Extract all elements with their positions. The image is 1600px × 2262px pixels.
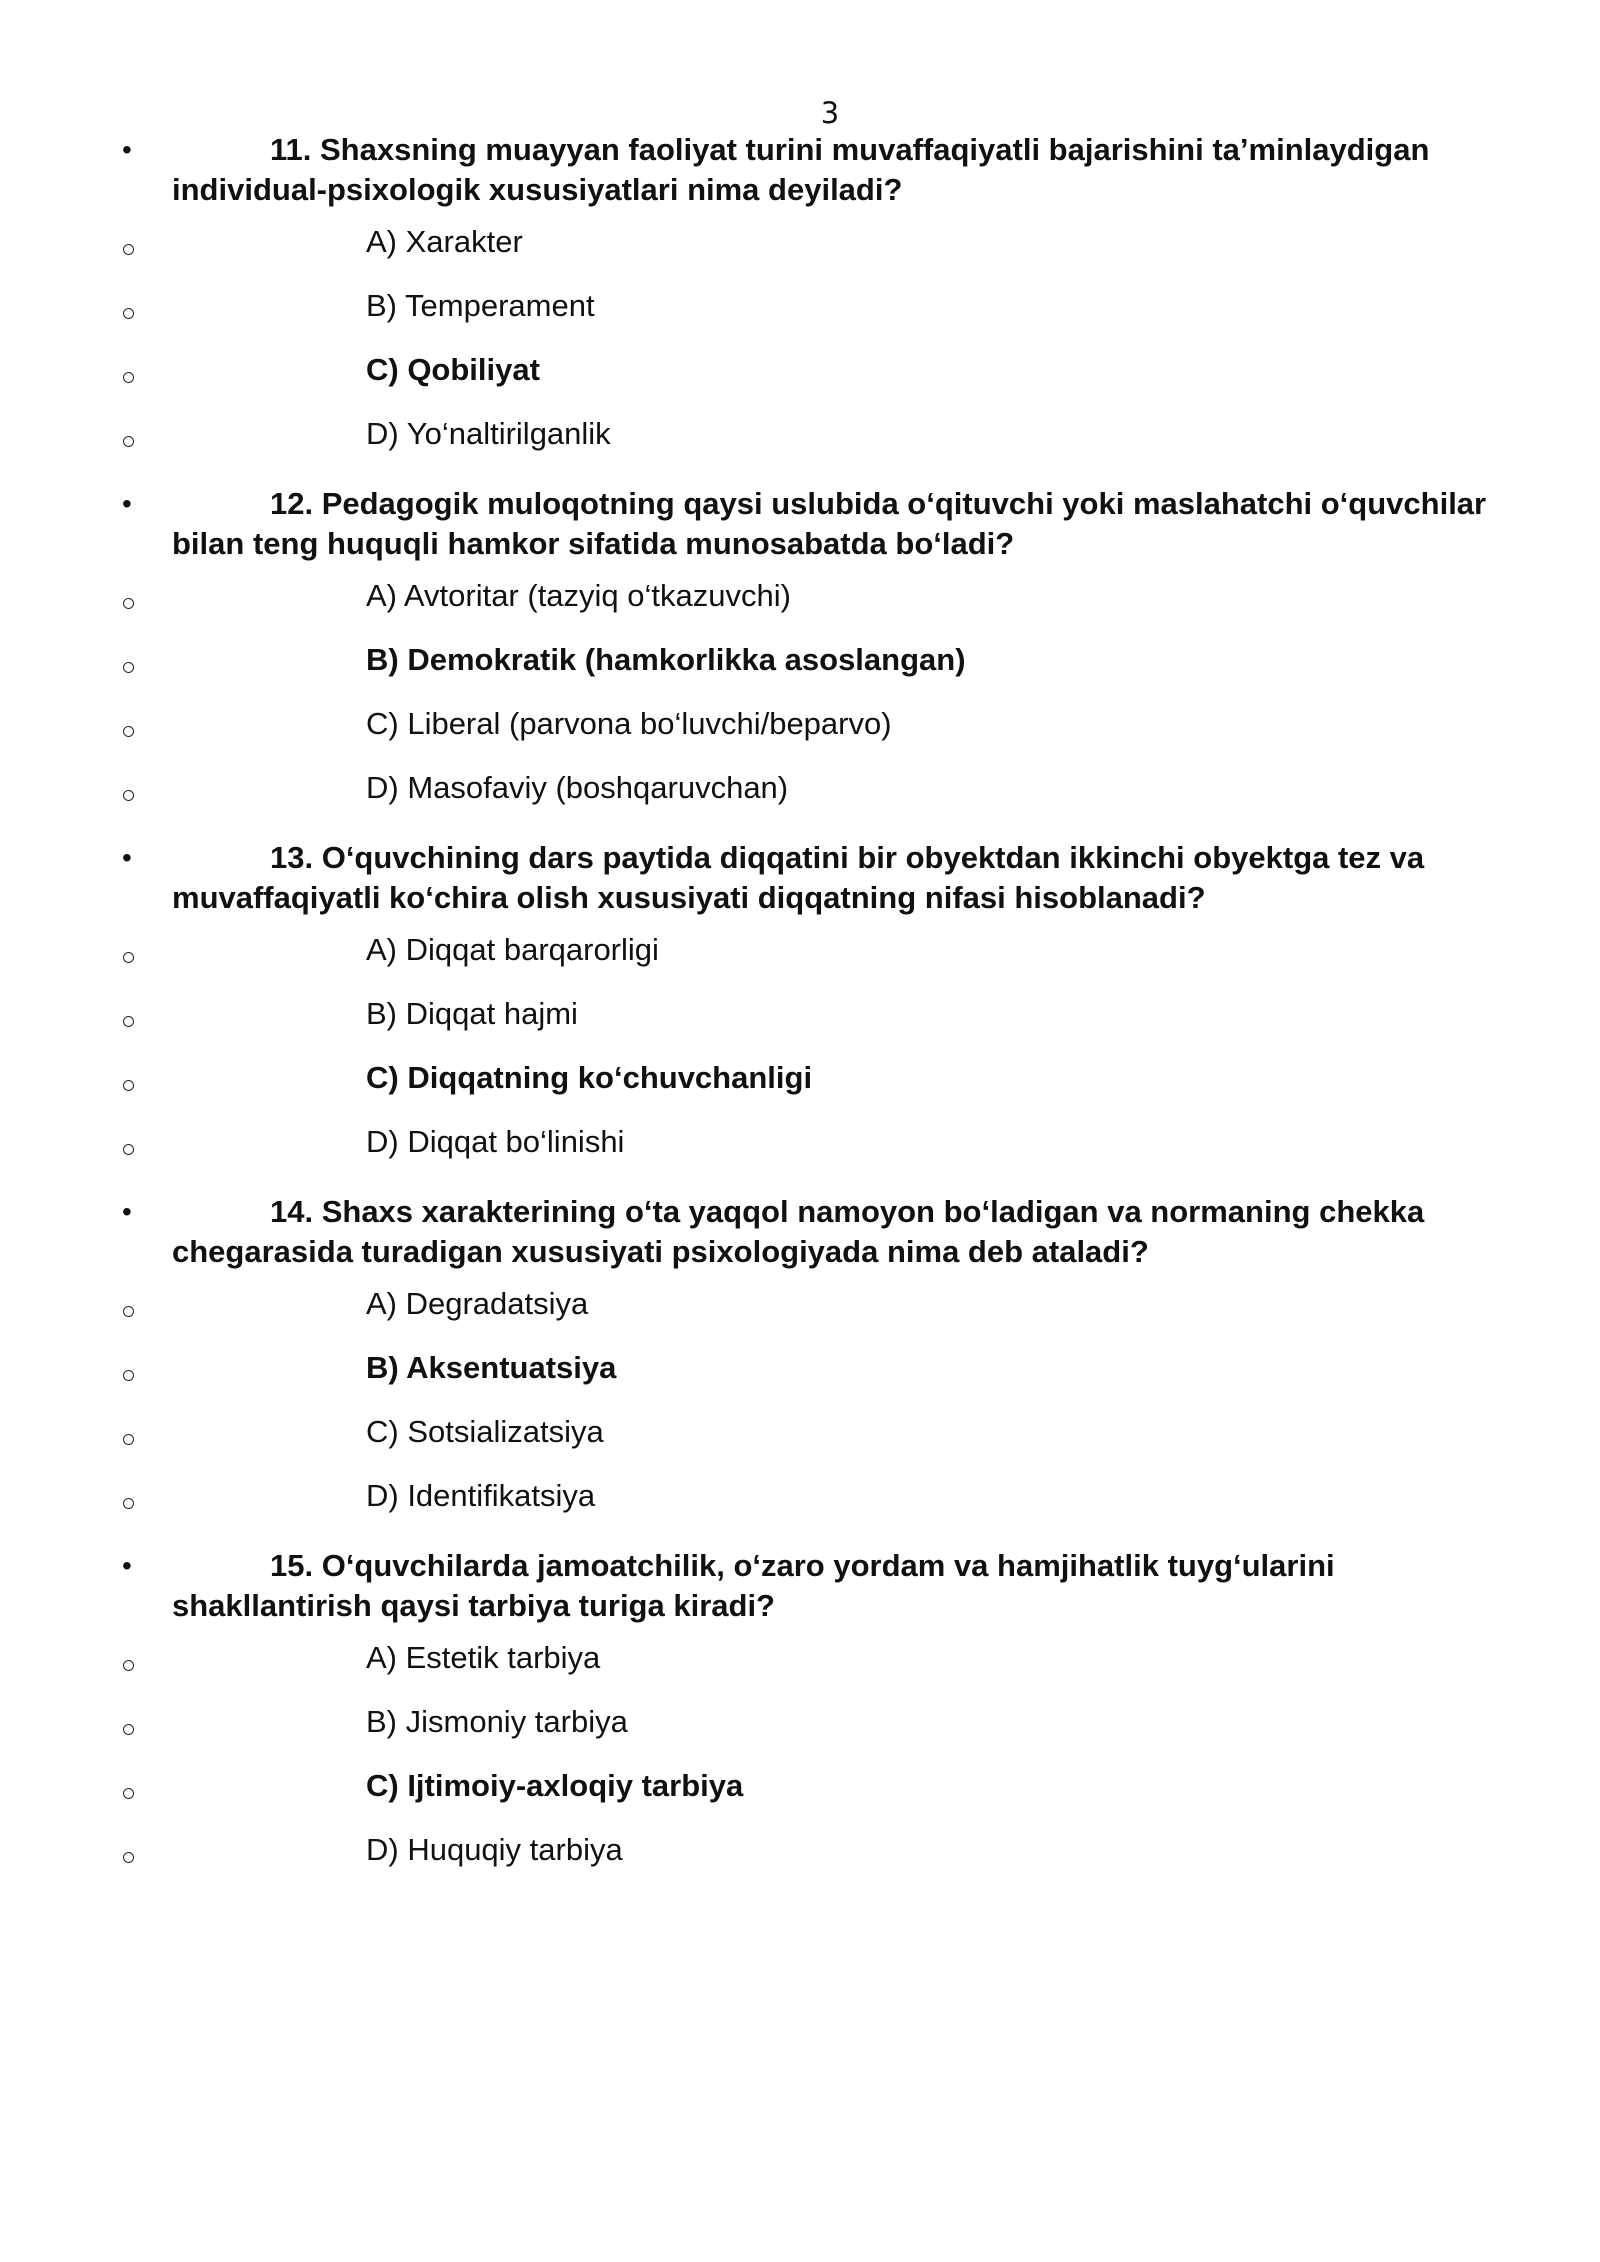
question-heading [0, 838, 1600, 918]
circle-bullet-icon [123, 726, 134, 737]
question-text: 11. Shaxsning muayyan faoliyat turini muvaffaqiyatli bajarishini ta’minlaydigan individual-psixologik xususiyatlari nima deyiladi? [172, 132, 1430, 207]
option-a [0, 222, 1600, 286]
option-b [0, 1702, 1600, 1766]
bullet-icon: • [122, 134, 132, 165]
circle-bullet-icon [123, 372, 134, 383]
circle-bullet-icon [123, 1370, 134, 1381]
circle-bullet-icon [123, 308, 134, 319]
option-text: C) Qobiliyat [366, 352, 540, 387]
option-text: A) Degradatsiya [366, 1286, 589, 1321]
circle-bullet-icon [123, 1016, 134, 1027]
option-d [0, 414, 1600, 478]
option-text: D) Yo‘naltirilganlik [366, 416, 611, 451]
option-b [0, 286, 1600, 350]
option-text: B) Demokratik (hamkorlikka asoslangan) [366, 642, 966, 677]
circle-bullet-icon [123, 1788, 134, 1799]
option-text: B) Diqqat hajmi [366, 996, 578, 1031]
circle-bullet-icon [123, 1080, 134, 1091]
circle-bullet-icon [123, 1434, 134, 1445]
option-b-correct [0, 1348, 1600, 1412]
circle-bullet-icon [123, 1852, 134, 1863]
option-a [0, 576, 1600, 640]
option-c-correct [0, 1058, 1600, 1122]
question-text: 12. Pedagogik muloqotning qaysi uslubida o‘qituvchi yoki maslahatchi o‘quvchilar bilan teng huquqli hamkor sifatida munosabatda bo‘ladi? [172, 486, 1487, 561]
option-text: C) Liberal (parvona bo‘luvchi/beparvo) [366, 706, 892, 741]
circle-bullet-icon [123, 1498, 134, 1509]
option-d [0, 1122, 1600, 1186]
question-heading [0, 130, 1600, 210]
option-b-correct [0, 640, 1600, 704]
option-text: D) Masofaviy (boshqaruvchan) [366, 770, 789, 805]
option-text: A) Xarakter [366, 224, 523, 259]
page-number: 3 [820, 96, 840, 130]
option-a [0, 1638, 1600, 1702]
option-c-correct [0, 350, 1600, 414]
question-13 [0, 838, 1600, 1186]
circle-bullet-icon [123, 952, 134, 963]
bullet-icon: • [122, 1196, 132, 1227]
question-text: 15. O‘quvchilarda jamoatchilik, o‘zaro yordam va hamjihatlik tuyg‘ularini shakllantirish qaysi tarbiya turiga kiradi? [172, 1548, 1335, 1623]
bullet-icon: • [122, 1550, 132, 1581]
circle-bullet-icon [123, 1306, 134, 1317]
option-text: B) Jismoniy tarbiya [366, 1704, 628, 1739]
bullet-icon: • [122, 488, 132, 519]
option-d [0, 1830, 1600, 1894]
option-c [0, 1412, 1600, 1476]
option-text: C) Diqqatning ko‘chuvchanligi [366, 1060, 813, 1095]
bullet-icon: • [122, 842, 132, 873]
option-d [0, 768, 1600, 832]
question-text: 13. O‘quvchining dars paytida diqqatini bir obyektdan ikkinchi obyektga tez va muvaffaqiyatli ko‘chira olish xususiyati diqqatning nifasi hisoblanadi? [172, 840, 1425, 915]
option-b [0, 994, 1600, 1058]
option-text: B) Aksentuatsiya [366, 1350, 617, 1385]
circle-bullet-icon [123, 1144, 134, 1155]
question-11 [0, 130, 1600, 478]
option-text: D) Diqqat bo‘linishi [366, 1124, 625, 1159]
option-a [0, 930, 1600, 994]
question-heading [0, 1192, 1600, 1272]
option-text: A) Diqqat barqarorligi [366, 932, 659, 967]
circle-bullet-icon [123, 790, 134, 801]
circle-bullet-icon [123, 244, 134, 255]
question-14 [0, 1192, 1600, 1540]
option-text: D) Huquqiy tarbiya [366, 1832, 623, 1867]
circle-bullet-icon [123, 1660, 134, 1671]
circle-bullet-icon [123, 1724, 134, 1735]
option-text: D) Identifikatsiya [366, 1478, 596, 1513]
circle-bullet-icon [123, 436, 134, 447]
circle-bullet-icon [123, 662, 134, 673]
option-text: C) Sotsializatsiya [366, 1414, 604, 1449]
question-list [0, 130, 1600, 1894]
question-15 [0, 1546, 1600, 1894]
option-text: B) Temperament [366, 288, 595, 323]
option-c [0, 704, 1600, 768]
option-a [0, 1284, 1600, 1348]
option-d [0, 1476, 1600, 1540]
option-c-correct [0, 1766, 1600, 1830]
question-text: 14. Shaxs xarakterining o‘ta yaqqol namoyon bo‘ladigan va normaning chekka chegarasida turadigan xususiyati psixologiyada nima deb ataladi? [172, 1194, 1425, 1269]
option-text: C) Ijtimoiy-axloqiy tarbiya [366, 1768, 744, 1803]
option-text: A) Estetik tarbiya [366, 1640, 601, 1675]
question-heading [0, 1546, 1600, 1626]
question-heading [0, 484, 1600, 564]
option-text: A) Avtoritar (tazyiq o‘tkazuvchi) [366, 578, 791, 613]
question-12 [0, 484, 1600, 832]
circle-bullet-icon [123, 598, 134, 609]
